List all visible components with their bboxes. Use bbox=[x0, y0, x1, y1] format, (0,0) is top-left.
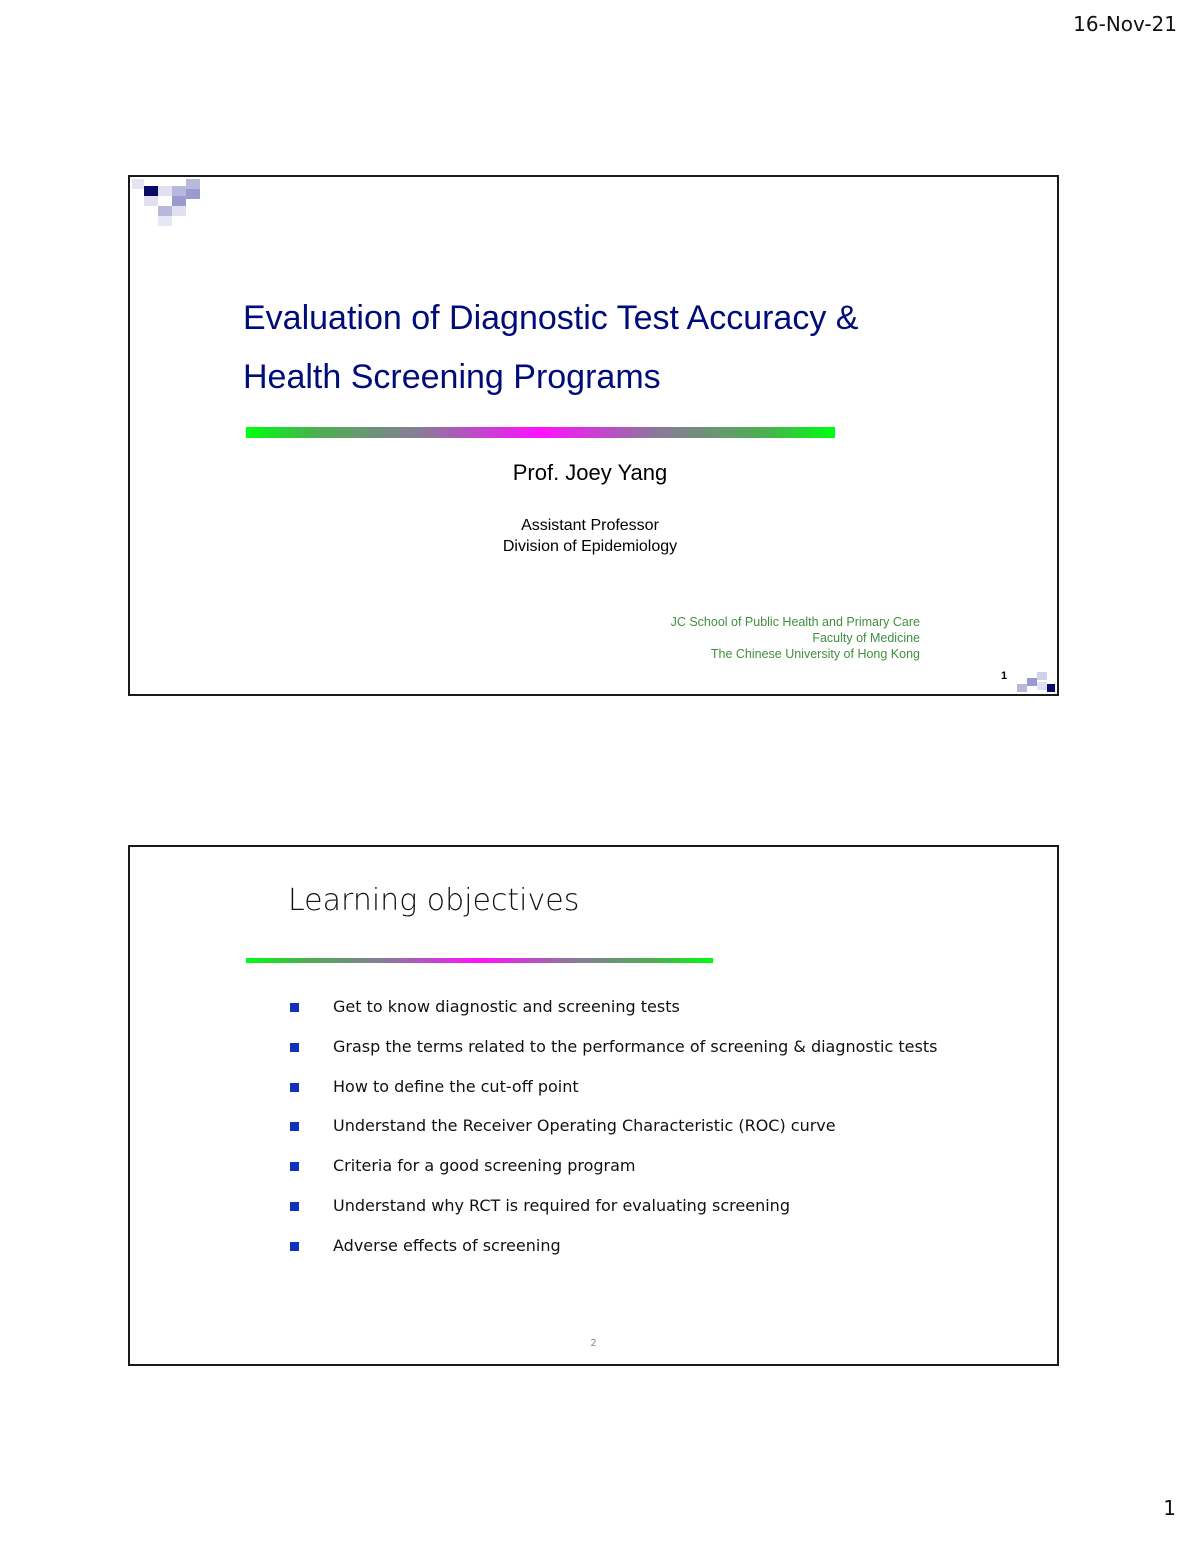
slide-title bbox=[243, 289, 943, 407]
title-line-1: Evaluation of Diagnostic Test Accuracy & bbox=[243, 299, 859, 337]
gradient-divider bbox=[246, 958, 713, 963]
presenter-name: Prof. Joey Yang bbox=[512, 460, 668, 485]
slide-title: Learning objectives bbox=[288, 883, 580, 918]
decorative-squares-bottom-right bbox=[1017, 670, 1057, 694]
square-bullet-icon bbox=[290, 1162, 299, 1171]
affiliation-school: JC School of Public Health and Primary Care bbox=[670, 615, 920, 629]
square-bullet-icon bbox=[290, 1202, 299, 1211]
affiliation-university: The Chinese University of Hong Kong bbox=[710, 647, 920, 661]
title-line-2: Health Screening Programs bbox=[243, 358, 661, 396]
affiliation bbox=[671, 614, 920, 662]
slide-1 bbox=[128, 175, 1059, 696]
page-date: 16-Nov-21 bbox=[1073, 12, 1177, 36]
slide-number: 2 bbox=[590, 1338, 597, 1349]
slide-number: 1 bbox=[1001, 670, 1008, 682]
gradient-divider bbox=[246, 427, 835, 438]
square-bullet-icon bbox=[290, 1043, 299, 1052]
affiliation-faculty: Faculty of Medicine bbox=[812, 631, 920, 645]
square-bullet-icon bbox=[290, 1003, 299, 1012]
role-division: Division of Epidemiology bbox=[502, 538, 678, 555]
square-bullet-icon bbox=[290, 1122, 299, 1131]
slide-2: Learning objectives Get to know diagnostic and screening tests Grasp the terms related to the performance of screening & diagnostic tests How to define the cut-off point Understand the Receiver Operating Characteristic (ROC) curve Criteria for a good screening program Understand why RCT is required for evaluating screening Adverse effects of screening 2 bbox=[128, 845, 1059, 1366]
square-bullet-icon bbox=[290, 1242, 299, 1251]
page-number: 1 bbox=[1163, 1496, 1176, 1520]
square-bullet-icon bbox=[290, 1083, 299, 1092]
role-title: Assistant Professor bbox=[521, 517, 659, 534]
decorative-squares-top-left bbox=[130, 177, 210, 227]
presenter-role bbox=[460, 515, 720, 557]
